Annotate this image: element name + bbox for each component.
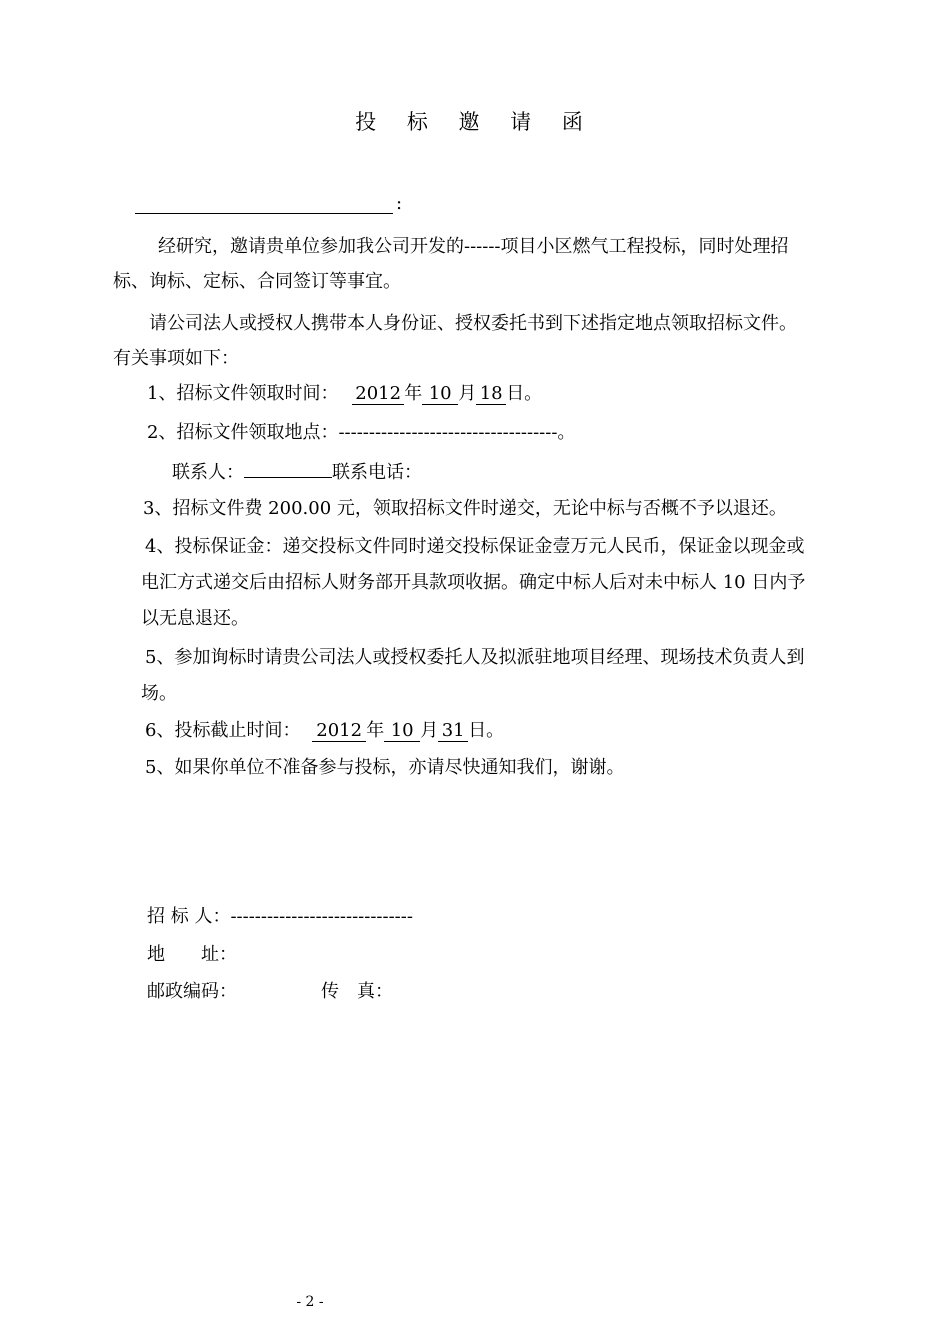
item-2-pickup-location — [147, 421, 575, 445]
item-5-line-2: 场。 — [141, 683, 177, 704]
item-6-month: 10 — [384, 721, 420, 742]
item-1-month-unit: 月 — [458, 383, 477, 404]
item-4-line-1: 4、投标保证金：递交投标文件同时递交投标保证金壹万元人民币，保证金以现金或 — [145, 536, 805, 557]
document-title: 投 标 邀 请 函 — [355, 110, 595, 134]
request-line-1: 请公司法人或授权人携带本人身份证、授权委托书到下述指定地点领取招标文件。 — [149, 313, 797, 334]
item-1-pickup-time — [147, 382, 542, 406]
contact-blank — [244, 459, 332, 478]
tenderer-label: 招 标 人： — [147, 906, 231, 927]
item-6-day-unit: 日。 — [468, 720, 505, 741]
intro-line-1: 经研究，邀请贵单位参加我公司开发的------项目小区燃气工程投标，同时处理招 — [158, 236, 789, 257]
tenderer-value: ------------------------------ — [230, 906, 413, 927]
item-6-day: 31 — [438, 721, 468, 742]
item-1-day: 18 — [476, 384, 506, 405]
signature-contact-row — [147, 980, 393, 1004]
request-line-2: 有关事项如下： — [113, 348, 239, 369]
item-6-deadline — [145, 719, 504, 743]
item-6-month-unit: 月 — [420, 720, 439, 741]
item-5-line-1: 5、参加询标时请贵公司法人或授权委托人及拟派驻地项目经理、现场技术负责人到 — [145, 647, 805, 668]
contact-row — [172, 459, 422, 485]
item-1-label: 1、招标文件领取时间： — [147, 383, 339, 404]
intro-line-2: 标、询标、定标、合同签订等事宜。 — [113, 271, 401, 292]
item-2-value: ------------------------------------。 — [338, 422, 576, 443]
page-number: - 2 - — [296, 1294, 324, 1310]
item-3-fee: 3、招标文件费 200.00 元，领取招标文件时递交，无论中标与否概不予以退还。 — [143, 498, 787, 519]
signature-address: 地 址： — [147, 944, 237, 965]
fax-label: 传 真： — [321, 981, 393, 1002]
item-1-year-unit: 年 — [404, 383, 423, 404]
addressee-colon: : — [396, 193, 403, 214]
item-6-year-unit: 年 — [366, 720, 385, 741]
item-2-label: 2、招标文件领取地点： — [147, 422, 339, 443]
item-1-day-unit: 日。 — [506, 383, 543, 404]
addressee-blank — [135, 213, 393, 214]
contact-phone-label: 联系电话： — [332, 462, 422, 483]
postcode-label: 邮政编码： — [147, 981, 237, 1002]
item-7-closing-note: 5、如果你单位不准备参与投标，亦请尽快通知我们，谢谢。 — [145, 757, 625, 778]
item-4-line-3: 以无息退还。 — [141, 608, 249, 629]
signature-tenderer — [147, 905, 413, 929]
item-1-year: 2012 — [352, 384, 404, 405]
contact-label: 联系人： — [172, 462, 244, 483]
item-6-label: 6、投标截止时间： — [145, 720, 301, 741]
item-4-line-2: 电汇方式递交后由招标人财务部开具款项收据。确定中标人后对未中标人 10 日内予 — [141, 572, 806, 593]
item-1-month: 10 — [422, 384, 458, 405]
item-6-year: 2012 — [312, 721, 366, 742]
